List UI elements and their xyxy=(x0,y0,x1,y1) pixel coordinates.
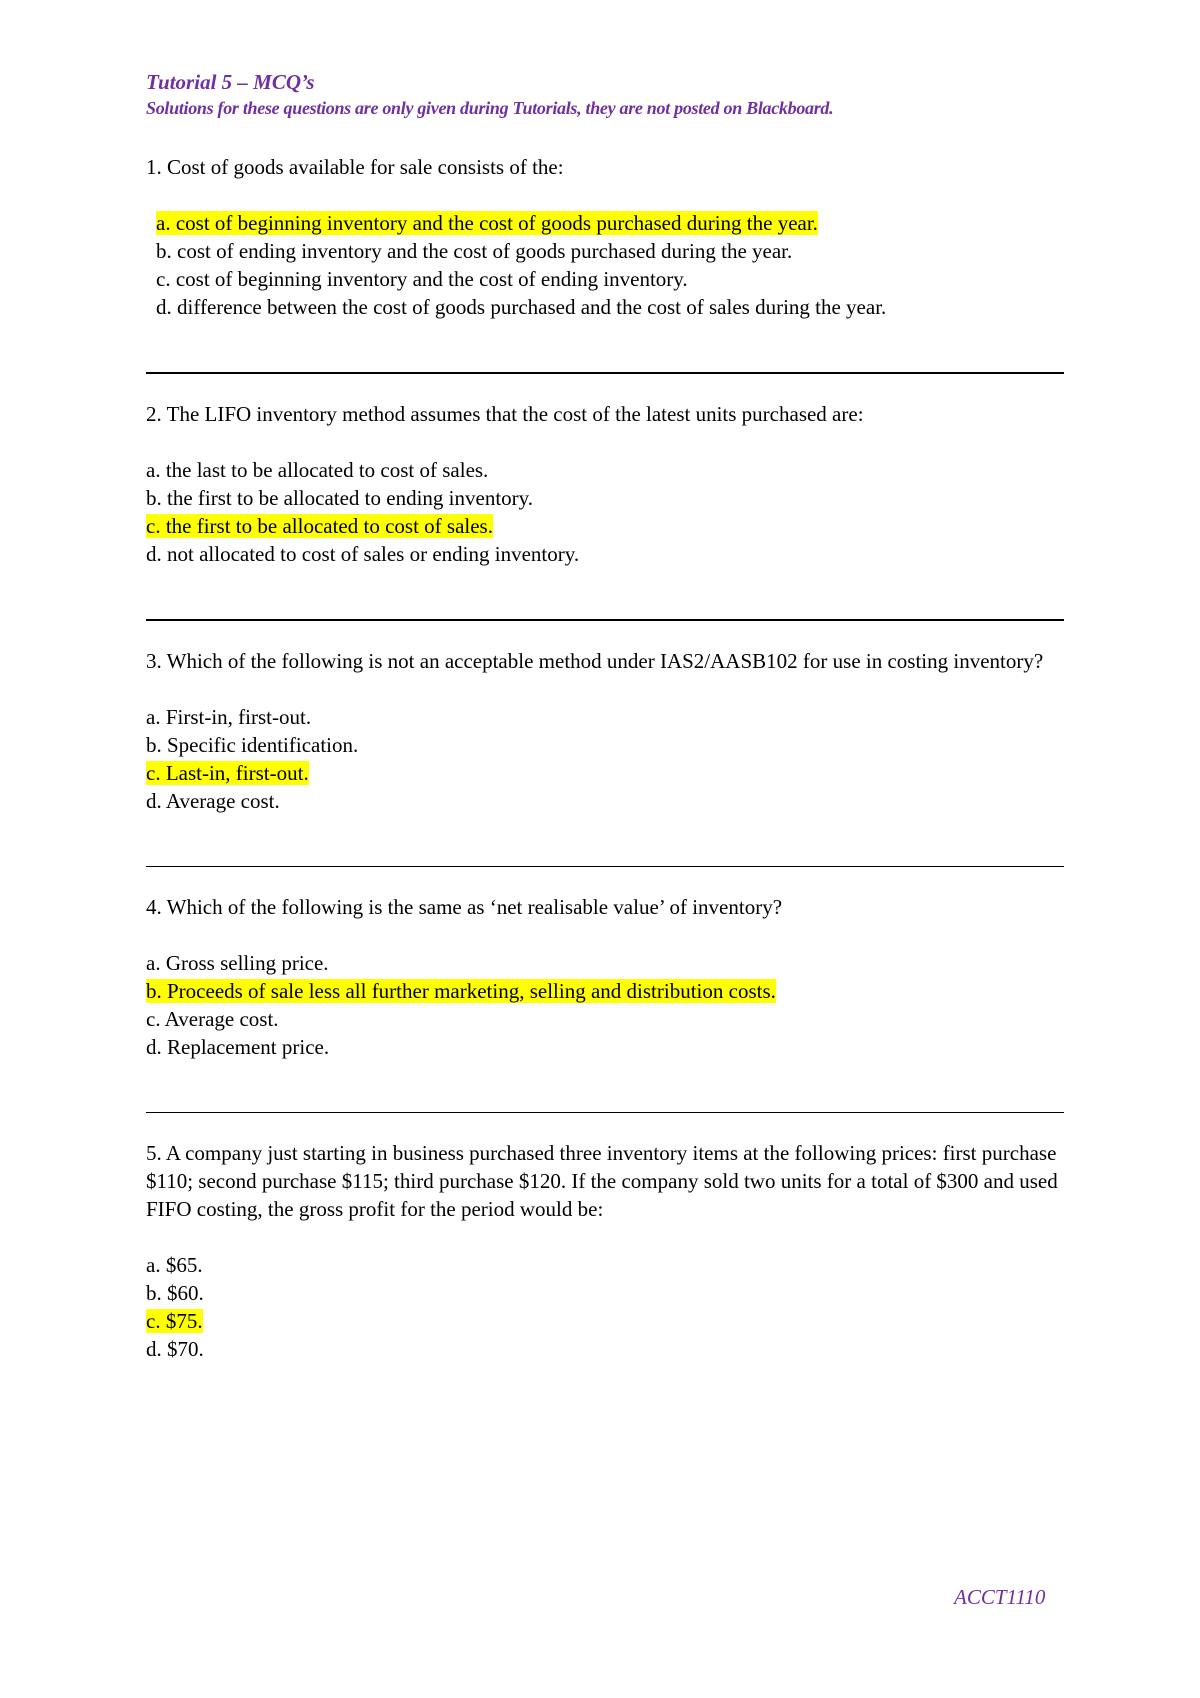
option-c xyxy=(156,265,1064,293)
answer-highlight: b. Proceeds of sale less all further marketing, selling and distribution costs. xyxy=(146,979,776,1003)
option-b xyxy=(146,731,1064,759)
option-a xyxy=(146,1251,1064,1279)
option-b xyxy=(146,977,1064,1005)
question-1-stem: 1. Cost of goods available for sale consists of the: xyxy=(146,155,564,179)
document-page xyxy=(146,68,1064,1363)
option-d xyxy=(146,787,1064,815)
answer-highlight: c. Last-in, first-out. xyxy=(146,761,309,785)
question-3-options xyxy=(146,703,1064,815)
option-text: b. cost of ending inventory and the cost of goods purchased during the year. xyxy=(156,239,793,263)
course-code-footer: ACCT1110 xyxy=(954,1585,1046,1609)
question-2-options xyxy=(146,456,1064,568)
option-text: b. Specific identification. xyxy=(146,733,359,757)
question-1-options xyxy=(146,209,1064,321)
page-title: Tutorial 5 – MCQ’s xyxy=(146,70,315,94)
option-text: c. Average cost. xyxy=(146,1007,279,1031)
option-c xyxy=(146,512,1064,540)
option-text: a. First-in, first-out. xyxy=(146,705,312,729)
question-4-options xyxy=(146,949,1064,1061)
option-c xyxy=(146,759,1064,787)
option-c xyxy=(146,1005,1064,1033)
question-5-options xyxy=(146,1251,1064,1363)
option-d xyxy=(146,540,1064,568)
option-a xyxy=(156,209,1064,237)
question-4 xyxy=(146,893,1064,1061)
section-divider xyxy=(146,372,1064,374)
option-text: b. the first to be allocated to ending inventory. xyxy=(146,486,534,510)
option-b xyxy=(146,1279,1064,1307)
answer-highlight: c. $75. xyxy=(146,1309,203,1333)
question-3-stem: 3. Which of the following is not an acceptable method under IAS2/AASB102 for use in costing inventory? xyxy=(146,649,1044,673)
option-d xyxy=(156,293,1064,321)
option-text: d. Replacement price. xyxy=(146,1035,330,1059)
option-b xyxy=(146,484,1064,512)
answer-highlight: c. the first to be allocated to cost of sales. xyxy=(146,514,493,538)
question-4-stem: 4. Which of the following is the same as ‘net realisable value’ of inventory? xyxy=(146,895,783,919)
section-divider xyxy=(146,866,1064,867)
answer-highlight: a. cost of beginning inventory and the cost of goods purchased during the year. xyxy=(156,211,818,235)
option-text: d. difference between the cost of goods purchased and the cost of sales during the year. xyxy=(156,295,887,319)
option-a xyxy=(146,456,1064,484)
option-a xyxy=(146,703,1064,731)
option-d xyxy=(146,1335,1064,1363)
question-1 xyxy=(146,153,1064,321)
section-divider xyxy=(146,1112,1064,1113)
option-text: c. cost of beginning inventory and the cost of ending inventory. xyxy=(156,267,688,291)
option-b xyxy=(156,237,1064,265)
option-a xyxy=(146,949,1064,977)
option-d xyxy=(146,1033,1064,1061)
option-text: d. not allocated to cost of sales or ending inventory. xyxy=(146,542,580,566)
question-2 xyxy=(146,400,1064,568)
question-3 xyxy=(146,647,1064,815)
option-text: a. the last to be allocated to cost of sales. xyxy=(146,458,489,482)
question-2-stem: 2. The LIFO inventory method assumes that the cost of the latest units purchased are: xyxy=(146,402,864,426)
option-text: b. $60. xyxy=(146,1281,204,1305)
option-c xyxy=(146,1307,1064,1335)
section-divider xyxy=(146,619,1064,621)
option-text: a. Gross selling price. xyxy=(146,951,329,975)
option-text: d. $70. xyxy=(146,1337,204,1361)
question-5-stem: 5. A company just starting in business purchased three inventory items at the following prices: first purchase $110; second purchase $115; third purchase $120. If the company sold two units for a total of $300 and used FIFO costing, the gross profit for the period would be: xyxy=(146,1141,1058,1221)
option-text: a. $65. xyxy=(146,1253,203,1277)
option-text: d. Average cost. xyxy=(146,789,280,813)
page-subtitle: Solutions for these questions are only given during Tutorials, they are not posted on Blackboard. xyxy=(146,98,834,118)
question-5 xyxy=(146,1139,1064,1363)
